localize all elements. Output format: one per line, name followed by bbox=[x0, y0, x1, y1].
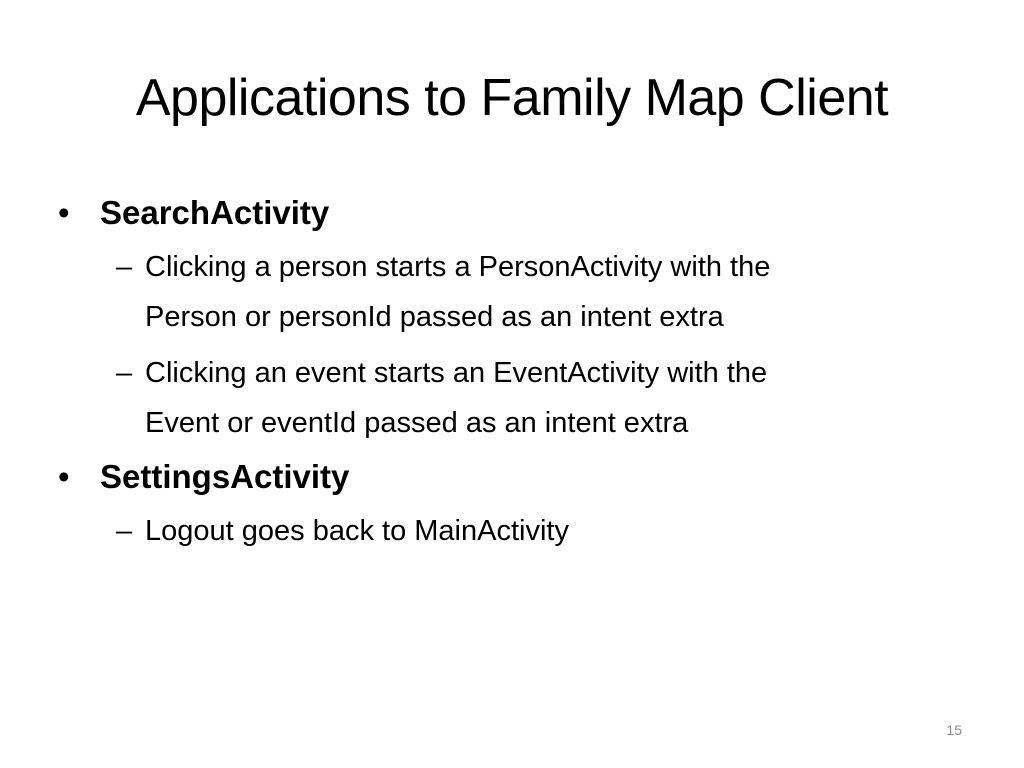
bullet-dot: • bbox=[58, 194, 70, 231]
bullet-heading: SettingsActivity bbox=[100, 458, 350, 495]
sub-bullet-logout bbox=[58, 506, 958, 556]
sub-bullet-dash: – bbox=[116, 251, 133, 283]
sub-bullet-line: Clicking a person starts a PersonActivity with the bbox=[145, 251, 771, 283]
sub-bullet-event-click bbox=[58, 348, 958, 448]
bullet-heading: SearchActivity bbox=[100, 194, 330, 231]
sub-bullet-line: Event or eventId passed as an intent extra bbox=[145, 407, 689, 439]
sub-bullet-dash: – bbox=[116, 357, 133, 389]
sub-bullet-line: Clicking an event starts an EventActivity with the bbox=[145, 357, 768, 389]
slide-body bbox=[58, 190, 958, 562]
slide-title: Applications to Family Map Client bbox=[135, 69, 889, 127]
page-number: 15 bbox=[946, 722, 962, 738]
sub-bullet-line: Person or personId passed as an intent extra bbox=[145, 301, 724, 333]
bullet-dot: • bbox=[58, 458, 70, 495]
sub-bullet-person-click bbox=[58, 242, 958, 342]
bullet-settings-activity bbox=[58, 454, 958, 500]
bullet-search-activity bbox=[58, 190, 958, 236]
sub-bullet-dash: – bbox=[116, 515, 133, 547]
sub-bullet-line: Logout goes back to MainActivity bbox=[145, 515, 569, 547]
